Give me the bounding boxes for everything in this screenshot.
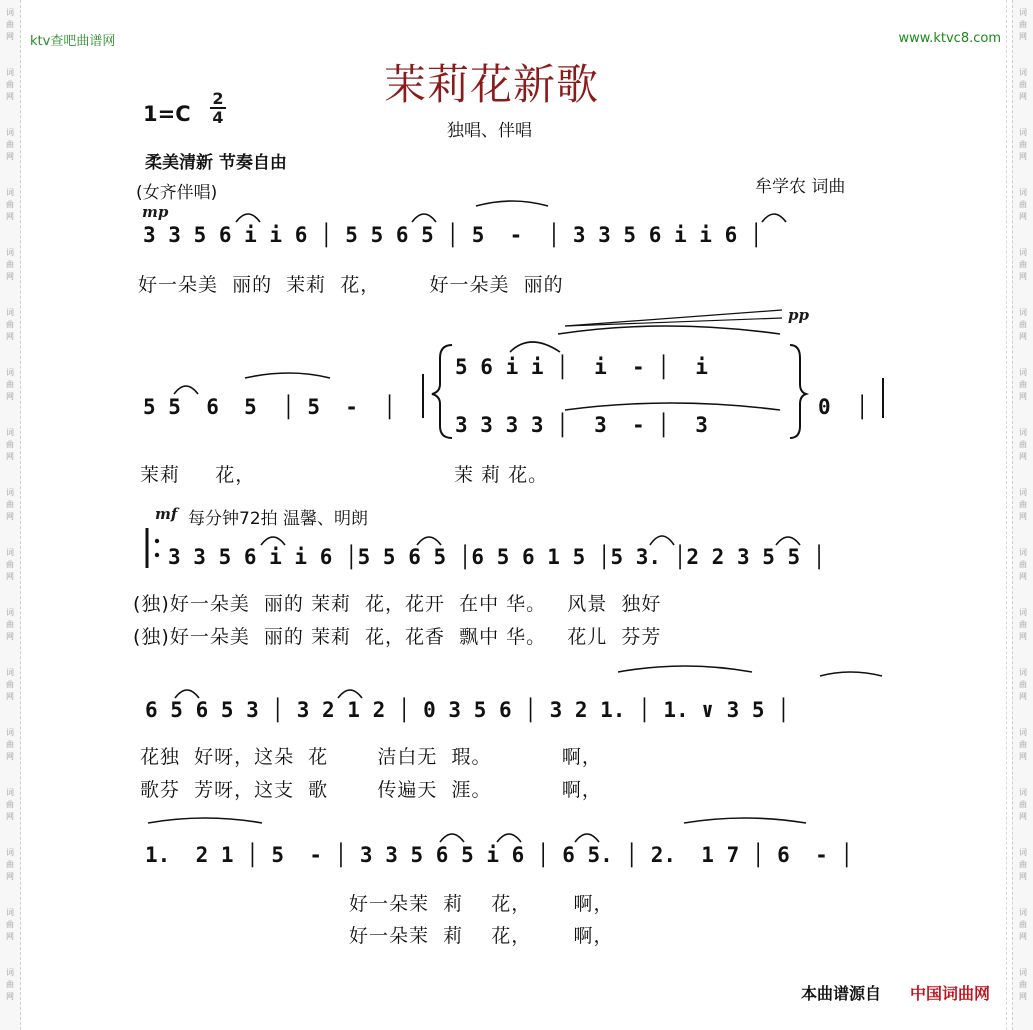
watermark-glyph: 曲 — [1019, 860, 1027, 869]
watermark-glyph: 网 — [6, 92, 14, 101]
footer-source-label: 本曲谱源自 — [801, 984, 882, 1003]
watermark-glyph: 词 — [6, 608, 14, 617]
watermark-glyph: 词 — [1019, 548, 1027, 557]
watermark-glyph: 网 — [6, 332, 14, 341]
hairpin-upper — [565, 310, 782, 326]
score-line-2-rest: 0 │ — [818, 395, 869, 419]
watermark-glyph: 曲 — [6, 920, 14, 929]
watermark-glyph: 曲 — [1019, 140, 1027, 149]
hairpin-lower — [565, 318, 782, 326]
watermark-glyph: 网 — [6, 152, 14, 161]
watermark-glyph: 词 — [6, 248, 14, 257]
watermark-glyph: 词 — [6, 788, 14, 797]
watermark-glyph: 网 — [1019, 392, 1027, 401]
watermark-glyph: 网 — [1019, 332, 1027, 341]
watermark-glyph: 词 — [6, 548, 14, 557]
song-title: 茉莉花新歌 — [384, 60, 600, 109]
watermark-glyph: 曲 — [6, 140, 14, 149]
site-link-right[interactable]: www.ktvc8.com — [898, 31, 1001, 46]
slur — [175, 690, 199, 698]
repeat-sign — [147, 528, 159, 568]
watermark-glyph: 曲 — [6, 260, 14, 269]
verse-tempo-marking: 每分钟72拍 温馨、明朗 — [188, 509, 369, 529]
watermark-glyph: 曲 — [6, 380, 14, 389]
watermark-glyph: 曲 — [6, 680, 14, 689]
slur — [412, 214, 436, 222]
dynamic-mf: mf — [155, 505, 178, 523]
slur — [776, 537, 800, 545]
watermark-glyph: 词 — [1019, 68, 1027, 77]
slur — [338, 690, 362, 698]
watermark-glyph: 词 — [1019, 488, 1027, 497]
watermark-glyph: 曲 — [6, 440, 14, 449]
watermark-glyph: 词 — [1019, 368, 1027, 377]
footer-brand-link[interactable]: 中国词曲网 — [910, 984, 991, 1003]
score-line-5-lyrics-verse-1: 好一朵茉 莉 花， 啊， — [349, 893, 614, 915]
composer-credit: 牟学农 词曲 — [755, 177, 846, 197]
repeat-dot — [155, 553, 159, 557]
key-signature: 1=C — [143, 102, 191, 126]
slur — [575, 834, 599, 842]
watermark-glyph: 曲 — [1019, 20, 1027, 29]
watermark-glyph: 曲 — [6, 620, 14, 629]
slur — [440, 834, 464, 842]
watermark-glyph: 曲 — [6, 200, 14, 209]
watermark-glyph: 词 — [1019, 608, 1027, 617]
score-line-1-lyrics: 好一朵美 丽的 茉莉 花， 好一朵美 丽的 — [138, 274, 564, 296]
watermark-glyph: 曲 — [6, 20, 14, 29]
watermark-glyph: 曲 — [6, 860, 14, 869]
watermark-glyph: 网 — [1019, 32, 1027, 41]
tie — [618, 666, 752, 672]
repeat-dot — [155, 539, 159, 543]
watermark-glyph: 网 — [6, 512, 14, 521]
slur — [497, 834, 521, 842]
watermark-glyph: 词 — [6, 848, 14, 857]
watermark-glyph: 网 — [6, 272, 14, 281]
watermark-glyph: 网 — [6, 32, 14, 41]
watermark-glyph: 词 — [1019, 668, 1027, 677]
watermark-glyph: 词 — [6, 308, 14, 317]
watermark-glyph: 网 — [1019, 632, 1027, 641]
watermark-glyph: 网 — [6, 992, 14, 1001]
intro-voice-note: (女齐伴唱) — [136, 183, 218, 203]
watermark-glyph: 词 — [6, 188, 14, 197]
watermark-glyph: 网 — [1019, 932, 1027, 941]
time-signature-top: 2 — [212, 89, 224, 108]
time-signature-bottom: 4 — [210, 107, 226, 126]
score-line-2-lower-voice: 3 3 3 3 │ 3 - │ 3 — [455, 413, 708, 437]
watermark-glyph: 词 — [1019, 8, 1027, 17]
watermark-glyph: 词 — [6, 68, 14, 77]
site-link-left[interactable]: ktv查吧曲谱网 — [30, 34, 116, 49]
watermark-glyph: 网 — [1019, 92, 1027, 101]
watermark-glyph: 网 — [6, 812, 14, 821]
tie — [684, 818, 806, 823]
dynamic-pp: pp — [788, 306, 809, 324]
watermark-glyph: 曲 — [6, 800, 14, 809]
watermark-glyph: 曲 — [1019, 620, 1027, 629]
score-line-3-notes: 3 3 5 6 i i 6 │5 5 6 5 │6 5 6 1 5 │5 3. │2 2 3 5 5 │ — [168, 545, 826, 569]
watermark-glyph: 词 — [1019, 428, 1027, 437]
watermark-glyph: 词 — [1019, 908, 1027, 917]
watermark-glyph: 词 — [6, 488, 14, 497]
watermark-glyph: 词 — [6, 728, 14, 737]
watermark-glyph: 网 — [1019, 452, 1027, 461]
watermark-glyph: 词 — [1019, 308, 1027, 317]
slur — [236, 214, 260, 222]
watermark-glyph: 网 — [1019, 572, 1027, 581]
score-line-5-notes: 1. 2 1 │ 5 - │ 3 3 5 6 5 i 6 │ 6 5. │ 2. 1 7 │ 6 - │ — [145, 843, 854, 867]
watermark-glyph: 网 — [6, 392, 14, 401]
watermark-glyph: 词 — [6, 968, 14, 977]
watermark-glyph: 曲 — [1019, 260, 1027, 269]
tie — [565, 403, 780, 410]
performance-type: 独唱、伴唱 — [447, 121, 532, 141]
watermark-glyph: 网 — [1019, 272, 1027, 281]
watermark-glyph: 网 — [6, 212, 14, 221]
watermark-glyph: 曲 — [1019, 920, 1027, 929]
slur — [510, 342, 560, 352]
score-line-3-lyrics-verse-2: (独)好一朵美 丽的 茉莉 花，花香 飘中 华。 花儿 芬芳 — [133, 626, 662, 648]
tie — [820, 672, 882, 676]
watermark-glyph: 词 — [1019, 848, 1027, 857]
watermark-glyph: 词 — [6, 368, 14, 377]
watermark-glyph: 词 — [6, 428, 14, 437]
slur — [762, 214, 786, 222]
watermark-glyph: 词 — [1019, 188, 1027, 197]
watermark-glyph: 曲 — [1019, 380, 1027, 389]
watermark-glyph: 曲 — [6, 980, 14, 989]
time-signature — [210, 90, 226, 126]
watermark-glyph: 网 — [6, 692, 14, 701]
dynamic-mp: mp — [142, 203, 169, 221]
score-line-2-notes: 5 5 6 5 │ 5 - │ — [143, 395, 396, 419]
watermark-glyph: 曲 — [6, 80, 14, 89]
watermark-glyph: 网 — [1019, 992, 1027, 1001]
watermark-glyph: 词 — [6, 8, 14, 17]
watermark-glyph: 词 — [1019, 128, 1027, 137]
watermark-glyph: 网 — [1019, 812, 1027, 821]
watermark-glyph: 网 — [6, 872, 14, 881]
watermark-glyph: 曲 — [6, 740, 14, 749]
intro-expression: 柔美清新 节奏自由 — [145, 153, 287, 173]
tie — [476, 201, 548, 206]
right-divider — [1006, 0, 1007, 1030]
score-line-4-notes: 6 5 6 5 3 │ 3 2 1 2 │ 0 3 5 6 │ 3 2 1. │ 1. ∨ 3 5 │ — [145, 698, 790, 722]
watermark-glyph: 词 — [6, 128, 14, 137]
watermark-glyph: 曲 — [1019, 980, 1027, 989]
tie — [148, 818, 262, 823]
watermark-glyph: 曲 — [6, 320, 14, 329]
watermark-glyph: 网 — [1019, 212, 1027, 221]
watermark-glyph: 曲 — [1019, 440, 1027, 449]
watermark-glyph: 曲 — [1019, 80, 1027, 89]
score-line-2-lyrics-right: 茉 莉 花。 — [454, 464, 549, 486]
watermark-glyph: 词 — [1019, 248, 1027, 257]
watermark-glyph: 曲 — [1019, 560, 1027, 569]
score-line-1-notes: 3 3 5 6 i i 6 │ 5 5 6 5 │ 5 - │ 3 3 5 6 i i 6 │ — [143, 223, 763, 247]
watermark-glyph: 网 — [1019, 872, 1027, 881]
left-brace — [432, 345, 452, 438]
watermark-glyph: 网 — [1019, 752, 1027, 761]
watermark-glyph: 网 — [6, 752, 14, 761]
watermark-glyph: 词 — [1019, 968, 1027, 977]
watermark-glyph: 网 — [1019, 512, 1027, 521]
watermark-glyph: 曲 — [1019, 320, 1027, 329]
slur — [650, 536, 674, 545]
watermark-glyph: 词 — [1019, 788, 1027, 797]
score-line-4-lyrics-verse-2: 歌芬 芳呀，这支 歌 传遍天 涯。 啊， — [140, 779, 602, 801]
watermark-glyph: 网 — [1019, 692, 1027, 701]
watermark-glyph: 曲 — [1019, 680, 1027, 689]
slur — [261, 537, 285, 545]
score-line-2-upper-voice: 5 6 i i │ i - │ i — [455, 355, 708, 379]
watermark-glyph: 曲 — [6, 500, 14, 509]
watermark-glyph: 网 — [6, 572, 14, 581]
watermark-glyph: 词 — [6, 668, 14, 677]
watermark-glyph: 曲 — [6, 560, 14, 569]
crescendo-hairpin — [565, 310, 782, 326]
watermark-glyph: 网 — [6, 452, 14, 461]
watermark-glyph: 词 — [6, 908, 14, 917]
tie — [245, 373, 330, 378]
watermark-glyph: 曲 — [1019, 800, 1027, 809]
slur — [417, 537, 441, 545]
score-line-2-lyrics-left: 茉莉 花， — [140, 464, 256, 486]
score-line-3-lyrics-verse-1: (独)好一朵美 丽的 茉莉 花，花开 在中 华。 风景 独好 — [133, 593, 662, 615]
watermark-glyph: 词 — [1019, 728, 1027, 737]
watermark-glyph: 网 — [1019, 152, 1027, 161]
score-line-4-lyrics-verse-1: 花独 好呀，这朵 花 洁白无 瑕。 啊， — [140, 746, 602, 768]
right-brace — [790, 345, 806, 438]
tie — [558, 326, 780, 334]
watermark-glyph: 网 — [6, 632, 14, 641]
slur — [174, 386, 198, 394]
score-line-5-lyrics-verse-2: 好一朵茉 莉 花， 啊， — [349, 925, 614, 947]
watermark-glyph: 曲 — [1019, 500, 1027, 509]
watermark-glyph: 曲 — [1019, 740, 1027, 749]
watermark-glyph: 网 — [6, 932, 14, 941]
watermark-glyph: 曲 — [1019, 200, 1027, 209]
